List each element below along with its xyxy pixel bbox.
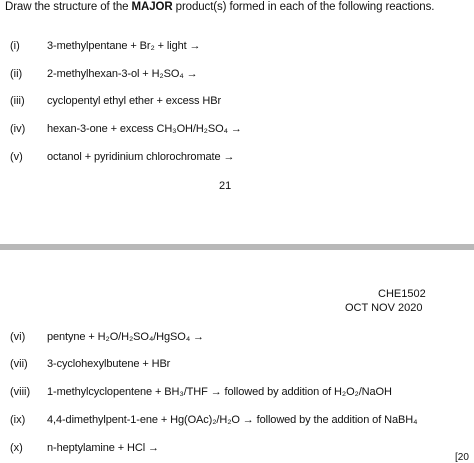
item-number: (vi) <box>10 331 26 343</box>
reaction-text: 2-methylhexan-3-ol + H₂SO₄ → <box>47 68 198 80</box>
item-number: (x) <box>10 442 23 454</box>
reaction-text: cyclopentyl ethyl ether + excess HBr <box>47 95 222 107</box>
reaction-text: 4,4-dimethylpent-1-ene + Hg(OAc)₂/H₂O → followed by the addition of NaBH₄ <box>47 414 418 426</box>
item-number: (vii) <box>10 358 28 370</box>
item-number: (ii) <box>10 68 23 80</box>
page-divider <box>0 244 474 250</box>
item-number: (viii) <box>10 386 31 398</box>
page-number: 21 <box>219 180 232 192</box>
reaction-text: 3-cyclohexylbutene + HBr <box>47 358 171 370</box>
marks-total: [20 <box>455 452 469 463</box>
reaction-text: n-heptylamine + HCl → <box>47 442 159 454</box>
instruction-text: Draw the structure of the MAJOR product(s) formed in each of the following reactions. <box>5 1 435 13</box>
item-number: (v) <box>10 151 23 163</box>
course-code: CHE1502 <box>378 288 426 300</box>
reaction-text: 1-methylcyclopentene + BH₃/THF → followed by addition of H₂O₂/NaOH <box>47 386 392 398</box>
instruction-emphasis: MAJOR <box>131 1 173 13</box>
reaction-text: octanol + pyridinium chlorochromate → <box>47 151 235 163</box>
item-number: (iii) <box>10 95 25 107</box>
reaction-text: hexan-3-one + excess CH₃OH/H₂SO₄ → <box>47 123 242 135</box>
item-number: (iv) <box>10 123 26 135</box>
reaction-text: pentyne + H₂O/H₂SO₄/HgSO₄ → <box>47 331 204 343</box>
reaction-text: 3-methylpentane + Br₂ + light → <box>47 40 201 52</box>
item-number: (i) <box>10 40 20 52</box>
item-number: (ix) <box>10 414 26 426</box>
exam-period: OCT NOV 2020 <box>345 302 423 314</box>
